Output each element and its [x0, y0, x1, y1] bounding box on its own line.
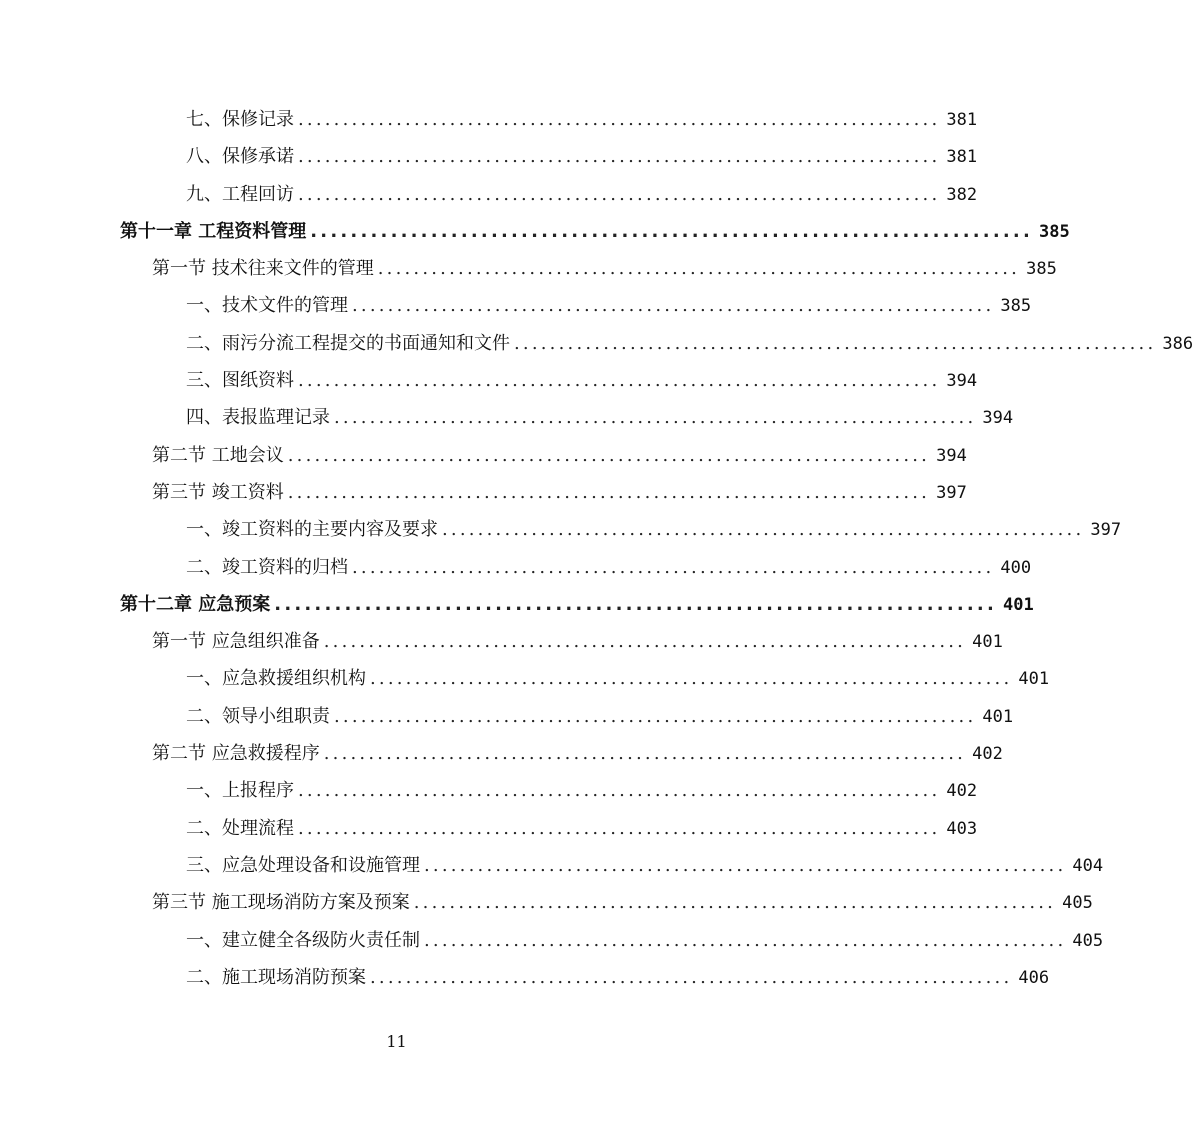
dot-leader: ........................................................................ [334, 705, 977, 727]
toc-entry-title: 第二节 应急救援程序 [152, 743, 320, 765]
dot-leader: ........................................................................ [298, 183, 941, 205]
toc-entry[interactable] [120, 922, 1104, 959]
dot-leader: ........................................................................ [424, 929, 1067, 951]
toc-section-entry[interactable] [120, 884, 1093, 921]
toc-entry[interactable] [120, 101, 978, 138]
toc-entry-title: 第二节 工地会议 [152, 444, 284, 466]
toc-entry-page: 402 [972, 744, 1003, 765]
toc-entry[interactable] [120, 847, 1104, 884]
toc-entry[interactable] [120, 772, 978, 809]
dot-leader: ........................................................................ [323, 743, 967, 765]
toc-entry-page: 401 [1018, 669, 1050, 690]
toc-entry[interactable] [120, 511, 1122, 548]
dot-leader: ........................................................................ [323, 631, 967, 653]
toc-entry-page: 401 [972, 632, 1003, 653]
toc-entry-page: 402 [946, 781, 978, 802]
toc-entry-title: 二、处理流程 [186, 817, 294, 839]
toc-section-entry[interactable] [120, 437, 967, 474]
toc-section-entry[interactable] [120, 250, 1057, 287]
dot-leader: ........................................................................ [442, 519, 1085, 541]
toc-entry[interactable] [120, 399, 1014, 436]
toc-entry-page: 381 [946, 110, 978, 130]
dot-leader: ........................................................................ [424, 854, 1067, 876]
dot-leader: ........................................................................ [298, 817, 941, 839]
toc-chapter-entry[interactable] [120, 586, 1034, 623]
toc-entry-title: 三、图纸资料 [186, 370, 294, 392]
toc-chapter-entry[interactable] [120, 213, 1070, 250]
dot-leader: ........................................................................ [287, 481, 931, 503]
toc-entry-page: 404 [1072, 855, 1104, 876]
toc-entry-title: 九、工程回访 [186, 183, 294, 205]
toc-entry-title: 一、上报程序 [186, 780, 294, 802]
toc-section-entry[interactable] [120, 474, 967, 511]
dot-leader: ........................................................................ [310, 220, 1033, 242]
dot-leader: ........................................................................ [334, 407, 977, 429]
toc-section-entry[interactable] [120, 623, 1003, 660]
toc-entry-title: 第十一章 工程资料管理 [120, 220, 307, 242]
toc-entry[interactable] [120, 549, 1032, 586]
toc-entry-page: 394 [936, 445, 967, 466]
toc-entry-page: 401 [982, 706, 1014, 727]
toc-entry[interactable] [120, 698, 1014, 735]
toc-entry-title: 三、应急处理设备和设施管理 [186, 854, 420, 876]
dot-leader: ........................................................................ [298, 780, 941, 802]
toc-entry-page: 406 [1018, 967, 1050, 988]
toc-entry-title: 第一节 技术往来文件的管理 [152, 258, 374, 280]
dot-leader: ........................................................................ [298, 146, 941, 168]
toc-entry-page: 381 [946, 147, 978, 168]
toc-entry-title: 二、竣工资料的归档 [186, 556, 348, 578]
toc-entry-page: 394 [982, 408, 1014, 429]
toc-entry-page: 403 [946, 818, 978, 839]
toc-entry-title: 七、保修记录 [186, 109, 294, 130]
toc-entry[interactable] [120, 810, 978, 847]
toc-section-entry[interactable] [120, 735, 1003, 772]
table-of-contents [120, 101, 1193, 996]
dot-leader: ........................................................................ [370, 966, 1013, 988]
dot-leader: ........................................................................ [514, 332, 1157, 354]
dot-leader: ........................................................................ [274, 593, 998, 615]
toc-entry-page: 397 [1090, 520, 1122, 541]
toc-entry-title: 二、施工现场消防预案 [186, 966, 366, 988]
dot-leader: ........................................................................ [352, 556, 995, 578]
toc-entry-page: 382 [946, 184, 978, 205]
toc-entry-title: 一、建立健全各级防火责任制 [186, 929, 420, 951]
toc-entry-title: 第十二章 应急预案 [120, 593, 271, 615]
toc-entry-page: 405 [1062, 893, 1093, 914]
toc-entry-page: 385 [1000, 296, 1032, 317]
toc-entry-title: 一、技术文件的管理 [186, 295, 348, 317]
toc-entry-page: 386 [1162, 333, 1193, 354]
toc-entry-title: 第三节 竣工资料 [152, 481, 284, 503]
toc-entry-title: 第一节 应急组织准备 [152, 631, 320, 653]
toc-entry-page: 385 [1039, 221, 1070, 242]
toc-entry[interactable] [120, 959, 1050, 996]
dot-leader: ........................................................................ [413, 892, 1057, 914]
dot-leader: ........................................................................ [287, 444, 931, 466]
toc-entry-title: 四、表报监理记录 [186, 407, 330, 429]
toc-entry[interactable] [120, 287, 1032, 324]
toc-entry-page: 397 [936, 482, 967, 503]
toc-entry-page: 394 [946, 371, 978, 392]
toc-entry-page: 385 [1026, 259, 1057, 280]
dot-leader: ........................................................................ [298, 109, 941, 130]
toc-entry-title: 第三节 施工现场消防方案及预案 [152, 892, 410, 914]
toc-entry[interactable] [120, 362, 978, 399]
toc-entry-title: 二、领导小组职责 [186, 705, 330, 727]
dot-leader: ........................................................................ [352, 295, 995, 317]
toc-entry-title: 一、竣工资料的主要内容及要求 [186, 519, 438, 541]
toc-entry-title: 一、应急救援组织机构 [186, 668, 366, 690]
page-number: 11 [386, 1032, 407, 1051]
dot-leader: ........................................................................ [370, 668, 1013, 690]
toc-entry-page: 401 [1003, 594, 1034, 615]
dot-leader: ........................................................................ [298, 370, 941, 392]
toc-entry[interactable] [120, 176, 978, 213]
toc-entry-page: 405 [1072, 930, 1104, 951]
toc-entry[interactable] [120, 325, 1193, 362]
dot-leader: ........................................................................ [377, 258, 1021, 280]
toc-entry-title: 八、保修承诺 [186, 146, 294, 168]
toc-entry[interactable] [120, 660, 1050, 697]
toc-entry-title: 二、雨污分流工程提交的书面通知和文件 [186, 332, 510, 354]
toc-entry[interactable] [120, 138, 978, 175]
toc-entry-page: 400 [1000, 557, 1032, 578]
